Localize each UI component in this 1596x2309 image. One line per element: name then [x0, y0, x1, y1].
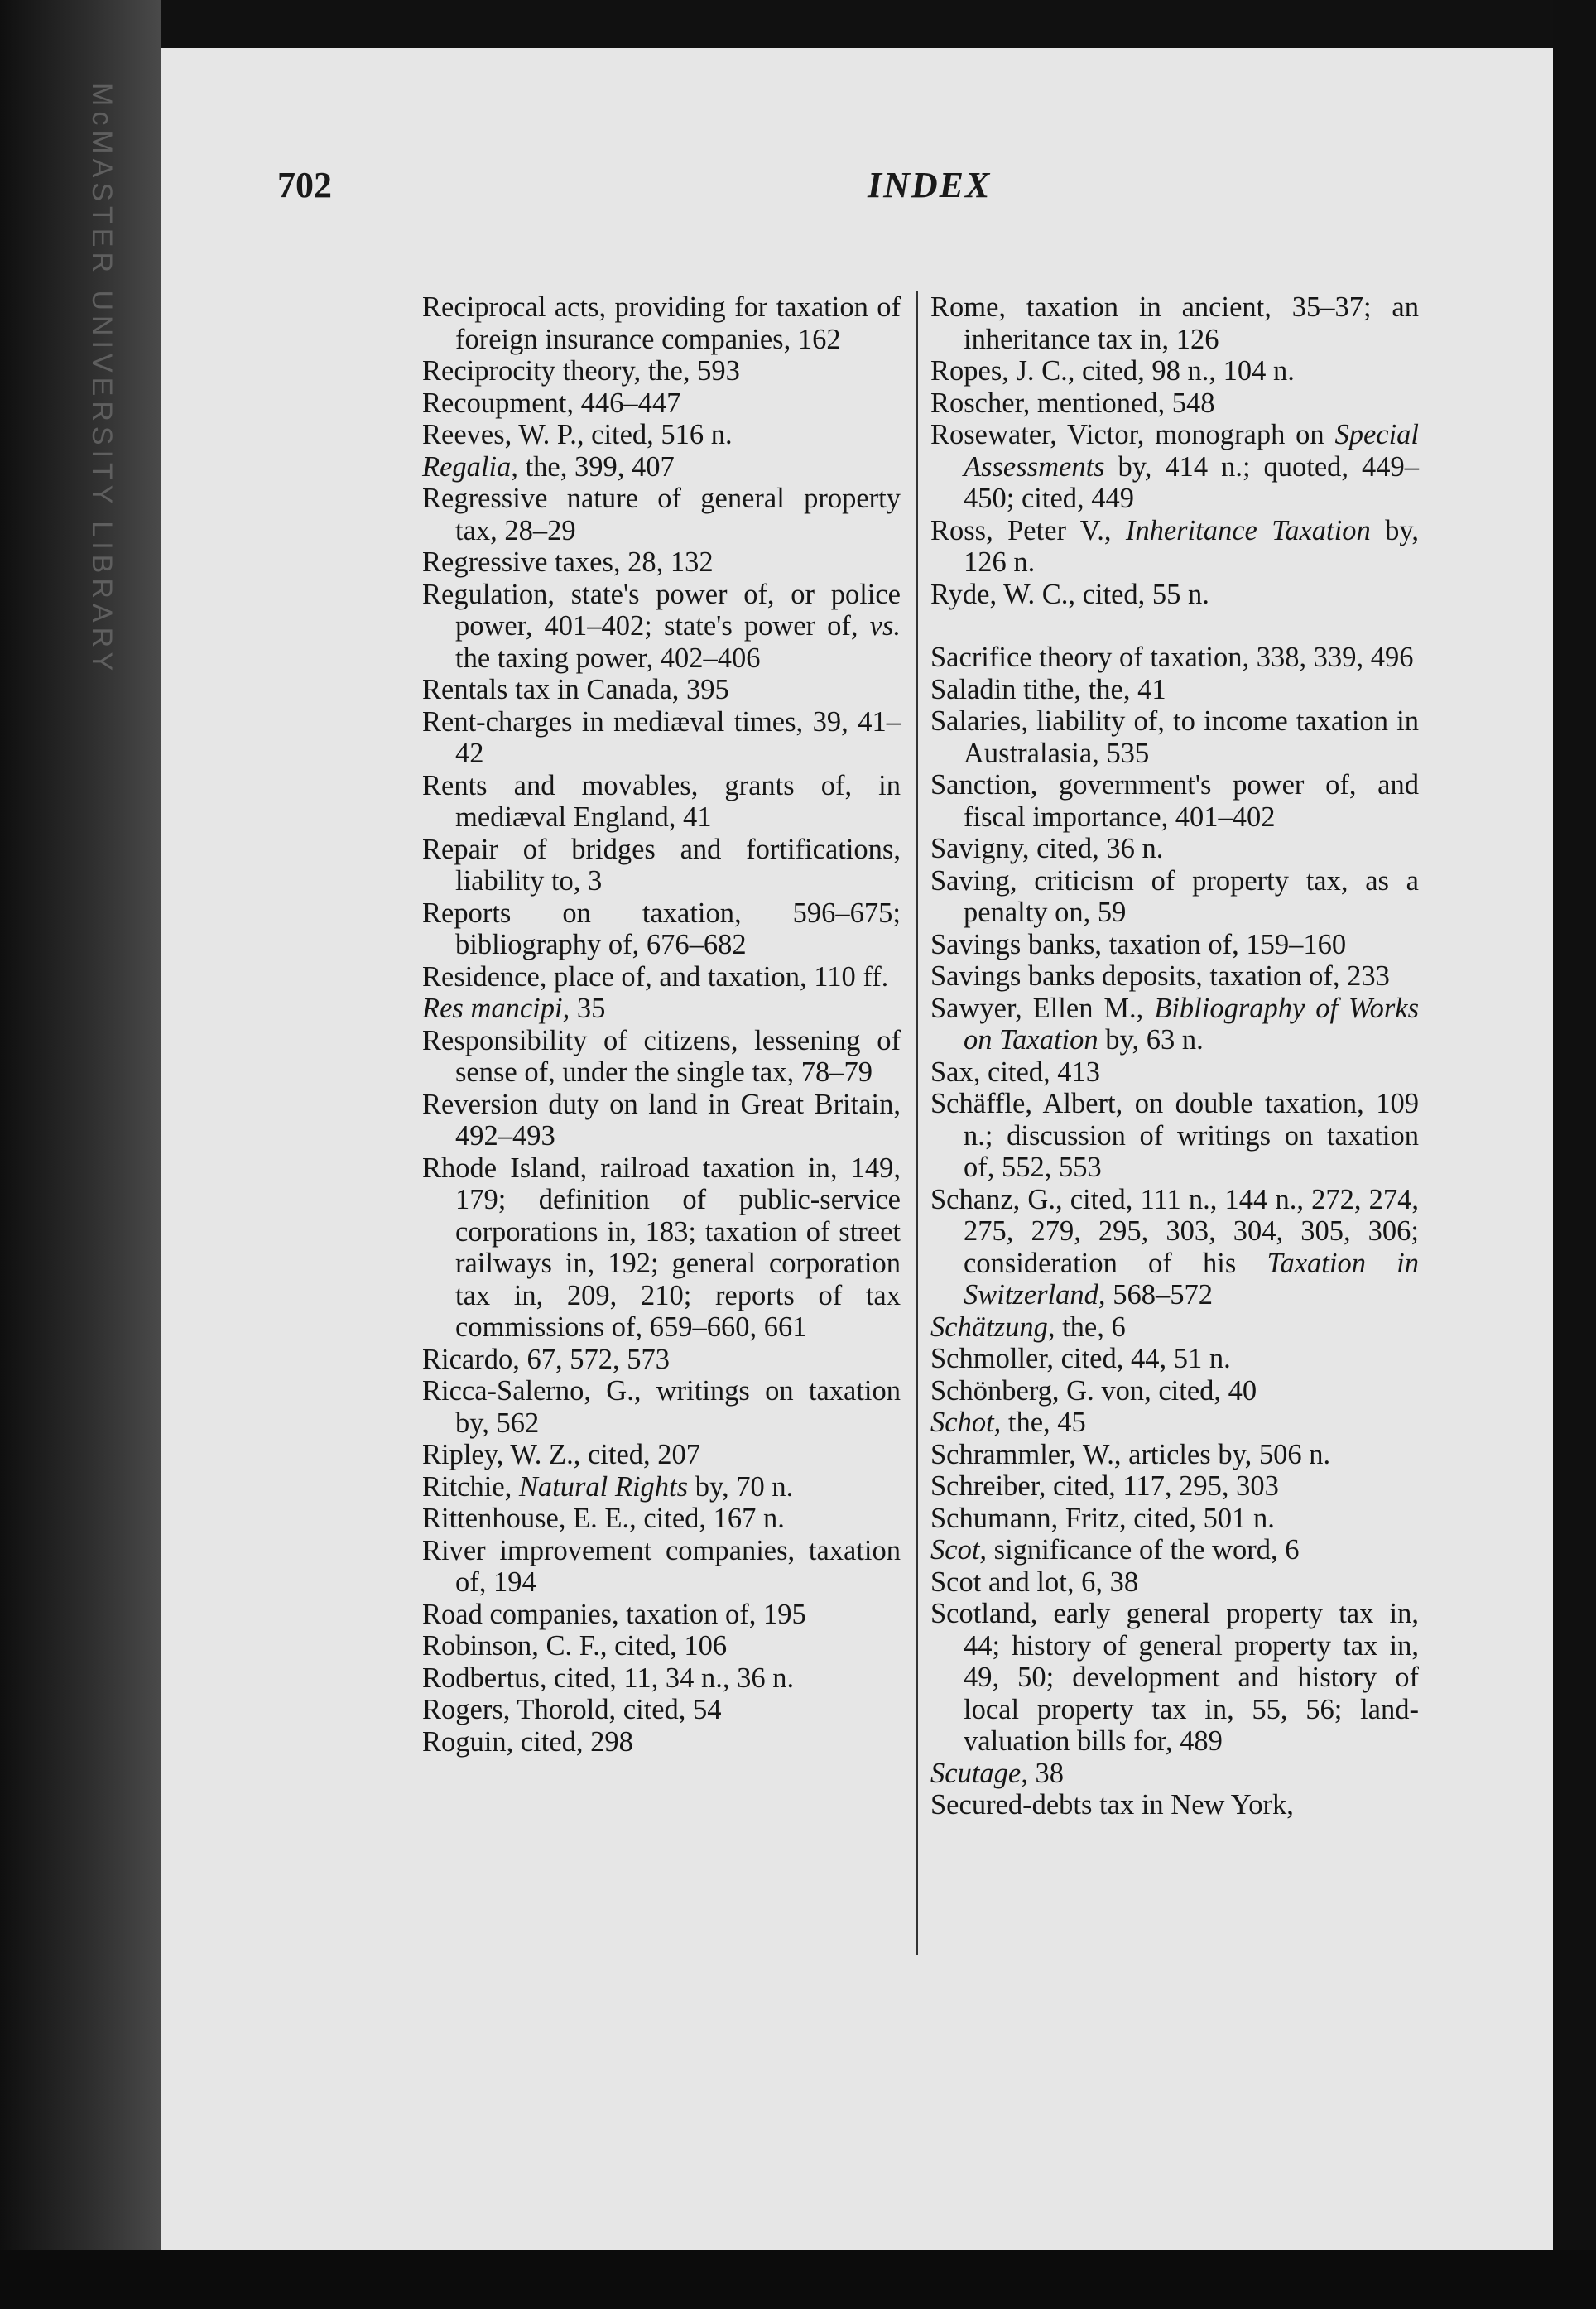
index-entry — [422, 770, 901, 834]
index-entry — [930, 1534, 1419, 1566]
index-entry — [930, 1598, 1419, 1758]
index-entry — [422, 451, 901, 483]
index-entry — [422, 1694, 901, 1726]
index-entry — [422, 1375, 901, 1439]
index-entry-text: Schanz, G., cited, 111 n., 144 n., 272, 274, 275, 279, 295, 303, 304, 305, 306; consideration of his — [930, 1183, 1419, 1279]
index-entry-italic: Res mancipi, — [422, 993, 570, 1024]
index-entry — [930, 579, 1419, 611]
index-entry — [422, 1344, 901, 1376]
index-entry-text: Reciprocal acts, providing for taxation of foreign insurance companies, 162 — [422, 291, 901, 355]
index-entry-text: significance of the word, 6 — [987, 1534, 1300, 1566]
index-entry — [422, 1599, 901, 1631]
index-entry — [930, 1311, 1419, 1344]
index-entry-italic: Schätzung, — [930, 1311, 1055, 1343]
scan-border-right — [1553, 0, 1596, 2309]
index-entry-text: by, 126 n. — [964, 514, 1419, 578]
index-entry — [930, 1343, 1419, 1375]
index-entry — [422, 1025, 901, 1089]
index-entry-text: Reversion duty on land in Great Britain, 492–493 — [422, 1088, 901, 1152]
index-entry — [930, 705, 1419, 769]
index-entry — [422, 674, 901, 706]
index-entry-text: Regressive nature of general property tax, 28–29 — [422, 483, 901, 546]
index-entry-text: Roguin, cited, 298 — [422, 1725, 633, 1758]
index-entry-text: Roscher, mentioned, 548 — [930, 387, 1215, 419]
index-entry-italic: Natural Rights — [518, 1470, 689, 1503]
index-entry — [930, 1184, 1419, 1311]
index-entry-text: Sacrifice theory of taxation, 338, 339, 496 — [930, 642, 1414, 673]
index-entry-text: Robinson, C. F., cited, 106 — [422, 1630, 728, 1662]
index-entry-text: the, 399, 407 — [517, 450, 675, 483]
index-entry-italic: Schot, — [930, 1407, 1002, 1438]
index-entry — [422, 355, 901, 387]
index-entry — [930, 291, 1419, 355]
index-entry-text: Road companies, taxation of, 195 — [422, 1598, 806, 1630]
index-entry-text: by, 414 n.; quoted, 449–450; cited, 449 — [964, 450, 1419, 514]
index-entry — [930, 993, 1419, 1056]
index-entry — [930, 1470, 1419, 1503]
index-entry-text: Sanction, government's power of, and fiscal importance, 401–402 — [930, 769, 1419, 833]
index-entry-italic: vs. — [869, 610, 901, 642]
index-entry — [930, 1503, 1419, 1535]
scan-border-top — [0, 0, 1596, 48]
index-entry-italic: Scutage, — [930, 1757, 1028, 1789]
index-entry-text: 35 — [570, 993, 606, 1024]
index-entry — [422, 1439, 901, 1471]
index-entry — [930, 387, 1419, 420]
index-entry — [930, 674, 1419, 706]
index-entry-text: Savigny, cited, 36 n. — [930, 833, 1164, 864]
index-entry-text: Regressive taxes, 28, 132 — [422, 546, 714, 578]
index-entry — [930, 355, 1419, 387]
index-entry — [930, 1088, 1419, 1184]
index-entry — [422, 1089, 901, 1152]
index-entry-italic: Regalia, — [422, 450, 518, 483]
letter-gap — [930, 610, 1419, 642]
index-entry — [422, 1662, 901, 1695]
index-entry — [422, 993, 901, 1025]
index-entry-italic: Scot, — [930, 1534, 988, 1566]
index-entry-text: Rosewater, Victor, monograph on — [930, 419, 1335, 450]
index-entry-text: Reports on taxation, 596–675; bibliography of, 676–682 — [422, 897, 901, 960]
index-entry-text: Schumann, Fritz, cited, 501 n. — [930, 1502, 1275, 1534]
index-entry-text: Schäffle, Albert, on double taxation, 109 n.; discussion of writings on taxation of, 552, 553 — [930, 1088, 1419, 1183]
index-entry — [422, 897, 901, 961]
index-entry-text: Schmoller, cited, 44, 51 n. — [930, 1343, 1231, 1374]
index-entry — [422, 706, 901, 770]
index-entry — [930, 1758, 1419, 1790]
index-entry-italic: Taxation in Switzerland, — [964, 1247, 1420, 1311]
index-entry — [930, 1375, 1419, 1407]
index-entry — [422, 1471, 901, 1503]
index-entry — [422, 579, 901, 675]
index-entry-italic: Inheritance Taxation — [1125, 514, 1371, 546]
index-entry — [422, 961, 901, 993]
index-entry-text: Rent-charges in mediæval times, 39, 41–42 — [422, 705, 901, 769]
index-entry-text: Rogers, Thorold, cited, 54 — [422, 1694, 722, 1725]
index-entry — [930, 642, 1419, 674]
running-title: INDEX — [868, 165, 992, 205]
index-entry-text: by, 63 n. — [1098, 1024, 1204, 1056]
index-entry — [422, 1630, 901, 1662]
scan-border-bottom — [0, 2250, 1596, 2309]
index-entry — [422, 1503, 901, 1535]
index-entry-text: Scot and lot, 6, 38 — [930, 1566, 1139, 1598]
index-entry — [422, 1535, 901, 1599]
index-entry-text: 568–572 — [1105, 1279, 1213, 1311]
index-entry-text: Savings banks, taxation of, 159–160 — [930, 928, 1347, 960]
index-entry-text: Reeves, W. P., cited, 516 n. — [422, 419, 733, 450]
index-entry — [930, 1439, 1419, 1471]
spine-label: McMASTER UNIVERSITY LIBRARY — [86, 83, 118, 676]
index-entry-text: by, 70 n. — [688, 1470, 794, 1503]
index-entry — [930, 929, 1419, 961]
index-entry — [930, 1407, 1419, 1439]
index-entry — [422, 483, 901, 546]
index-entry — [422, 546, 901, 579]
index-entry — [930, 1566, 1419, 1599]
index-entry-text: Ross, Peter V., — [930, 514, 1126, 546]
index-entry — [930, 1789, 1419, 1821]
index-entry — [422, 387, 901, 420]
index-entry-text: Repair of bridges and fortifications, liability to, 3 — [422, 833, 901, 897]
index-entry-italic: Special Assessments — [964, 419, 1419, 483]
index-entry-text: Rome, taxation in ancient, 35–37; an inheritance tax in, 126 — [930, 291, 1419, 355]
index-group-s — [930, 642, 1419, 1821]
index-entry-text: Rents and movables, grants of, in mediæval England, 41 — [422, 769, 901, 833]
index-entry-text: Secured-debts tax in New York, — [930, 1789, 1294, 1821]
index-entry-text: Ryde, W. C., cited, 55 n. — [930, 578, 1209, 610]
index-entry-text: Rittenhouse, E. E., cited, 167 n. — [422, 1503, 785, 1534]
index-entry-text: Sawyer, Ellen M., — [930, 992, 1155, 1024]
index-entry — [930, 833, 1419, 865]
index-entry-text: the taxing power, 402–406 — [455, 642, 761, 674]
index-entry-text: Recoupment, 446–447 — [422, 387, 681, 419]
page-number: 702 — [277, 165, 332, 205]
index-entry-text: the, 6 — [1055, 1311, 1126, 1343]
index-entry-text: Rhode Island, railroad taxation in, 149, 179; definition of public-service corporations in, 183; taxation of street railways in, 192; general corporation tax in, 209, 210; reports of tax commissions of, 659–660, 661 — [422, 1152, 901, 1343]
index-entry-text: Residence, place of, and taxation, 110 ff. — [422, 960, 889, 993]
index-entry-text: the, 45 — [1001, 1407, 1086, 1438]
index-entry-text: Ropes, J. C., cited, 98 n., 104 n. — [930, 355, 1295, 387]
index-entry — [930, 960, 1419, 993]
index-entry — [422, 834, 901, 897]
index-entry-text: River improvement companies, taxation of, 194 — [422, 1534, 901, 1598]
index-entry-text: Schrammler, W., articles by, 506 n. — [930, 1438, 1331, 1470]
index-entry-text: Saving, criticism of property tax, as a penalty on, 59 — [930, 864, 1419, 928]
index-entry-text: Scotland, early general property tax in, 44; history of general property tax in, 49, 50; development and history of local property tax in, 55, 56; land-valuation bills for, 489 — [930, 1598, 1419, 1757]
index-entry-text: Rodbertus, cited, 11, 34 n., 36 n. — [422, 1662, 795, 1694]
index-entry-text: Schreiber, cited, 117, 295, 303 — [930, 1470, 1279, 1502]
index-entry-text: Regulation, state's power of, or police power, 401–402; state's power of, — [422, 578, 901, 642]
index-entry — [930, 1056, 1419, 1089]
index-entry-text: Salaries, liability of, to income taxation in Australasia, 535 — [930, 705, 1419, 769]
index-entry — [930, 419, 1419, 515]
index-entry-text: Saladin tithe, the, 41 — [930, 673, 1166, 705]
index-entry — [422, 1726, 901, 1758]
index-entry-text: Ritchie, — [422, 1470, 519, 1503]
index-entry-text: Rentals tax in Canada, 395 — [422, 674, 729, 705]
index-entry-text: Ricardo, 67, 572, 573 — [422, 1343, 670, 1375]
index-entry-text: Savings banks deposits, taxation of, 233 — [930, 960, 1390, 992]
index-entry-italic: Bibliography of Works on Taxation — [964, 992, 1420, 1056]
index-entry — [930, 769, 1419, 833]
index-column-left — [422, 291, 901, 1758]
index-entry-text: Reciprocity theory, the, 593 — [422, 355, 740, 387]
index-entry — [930, 865, 1419, 929]
index-group-r — [930, 291, 1419, 610]
scan-border-left — [0, 0, 161, 2309]
column-divider — [916, 291, 918, 1955]
index-column-right — [930, 291, 1419, 1821]
index-entry — [422, 419, 901, 451]
index-entry — [422, 291, 901, 355]
index-entry-text: Ripley, W. Z., cited, 207 — [422, 1439, 701, 1470]
index-entry-text: Sax, cited, 413 — [930, 1056, 1101, 1088]
index-entry — [930, 515, 1419, 579]
index-entry-text: Ricca-Salerno, G., writings on taxation by, 562 — [422, 1375, 901, 1439]
index-entry-text: Responsibility of citizens, lessening of sense of, under the single tax, 78–79 — [422, 1024, 901, 1088]
index-entry-text: 38 — [1027, 1757, 1064, 1789]
index-entry — [422, 1152, 901, 1344]
index-entry-text: Schönberg, G. von, cited, 40 — [930, 1374, 1257, 1407]
